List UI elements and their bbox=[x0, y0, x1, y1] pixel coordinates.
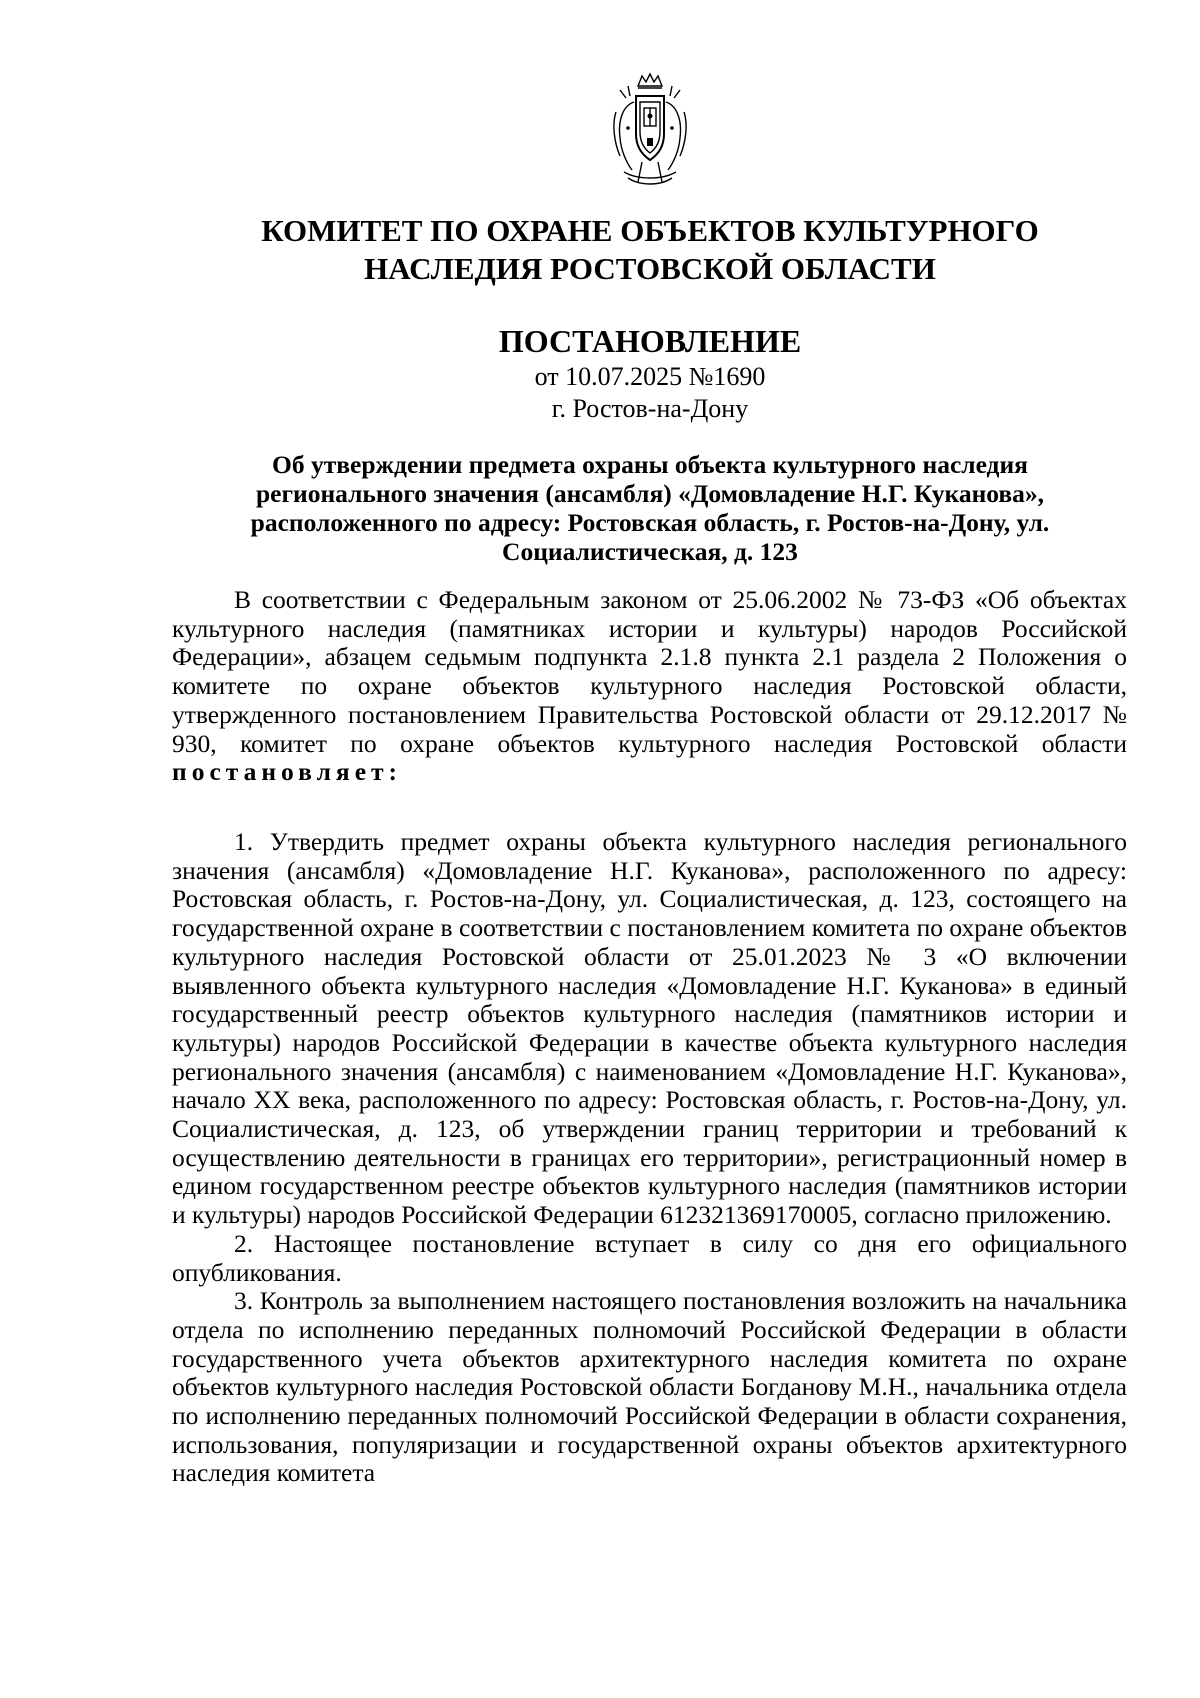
preamble-paragraph bbox=[172, 586, 1127, 787]
document-city: г. Ростов-на-Дону bbox=[551, 394, 749, 423]
document-date-number: от 10.07.2025 №1690 bbox=[534, 362, 766, 391]
document-subject: Об утверждении предмета охраны объекта культурного наследия регионального значения (ансамбля) «Домовладение Н.Г. Куканова», расположенного по адресу: Ростовская область, г. Ростов-на-Дону, ул. Социалистическая, д. 123 bbox=[250, 450, 1050, 566]
organization-name: КОМИТЕТ ПО ОХРАНЕ ОБЪЕКТОВ КУЛЬТУРНОГО НАСЛЕДИЯ РОСТОВСКОЙ ОБЛАСТИ bbox=[261, 213, 1039, 286]
preamble-text: В соответствии с Федеральным законом от 25.06.2002 № 73-ФЗ «Об объектах культурного наследия (памятниках истории и культуры) народов Российской Федерации», абзацем седьмым подпункта 2.1.8 пункта 2.1 раздела 2 Положения о комитете по охране объектов культурного наследия Ростовской области, утвержденного постановлением Правительства Ростовской области от 29.12.2017 № 930, комитет по охране объектов культурного наследия Ростовской области bbox=[172, 585, 1127, 758]
coat-of-arms-icon bbox=[608, 72, 692, 190]
preamble bbox=[172, 586, 1127, 787]
resolution-item-2: 2. Настоящее постановление вступает в силу со дня его официального опубликования. bbox=[172, 1228, 1127, 1287]
resolves-word: постановляет: bbox=[172, 757, 403, 787]
resolution-item-3: 3. Контроль за выполнением настоящего постановления возложить на начальника отдела по исполнению переданных полномочий Российской Федерации в области государственного учета объектов архитектурного наследия комитета по охране объектов культурного наследия Ростовской области Богданову М.Н., начальника отдела по исполнению переданных полномочий Российской Федерации в области сохранения, использования, популяризации и государственной охраны объектов архитектурного наследия комитета bbox=[172, 1286, 1127, 1488]
resolution-items bbox=[172, 828, 1127, 1488]
document-type: ПОСТАНОВЛЕНИЕ bbox=[498, 323, 802, 359]
resolution-item-1: 1. Утвердить предмет охраны объекта культурного наследия регионального значения (ансамбля) «Домовладение Н.Г. Куканова», расположенного по адресу: Ростовская область, г. Ростов-на-Дону, ул. Социалистическая, д. 123, состоящего на государственной охране в соответствии с постановлением комитета по охране объектов культурного наследия Ростовской области от 25.01.2023 № 3 «О включении выявленного объекта культурного наследия «Домовладение Н.Г. Куканова» в единый государственный реестр объектов культурного наследия (памятников истории и культуры) народов Российской Федерации в качестве объекта культурного наследия регионального значения (ансамбля) с наименованием «Домовладение Н.Г. Куканова», начало XX века, расположенного по адресу: Ростовская область, г. Ростов-на-Дону, ул. Социалистическая, д. 123, об утверждении границ территории и требований к осуществлению деятельности в границах его территории», регистрационный номер в едином государственном реестре объектов культурного наследия (памятников истории и культуры) народов Российской Федерации 612321369170005, согласно приложению. bbox=[172, 827, 1127, 1230]
